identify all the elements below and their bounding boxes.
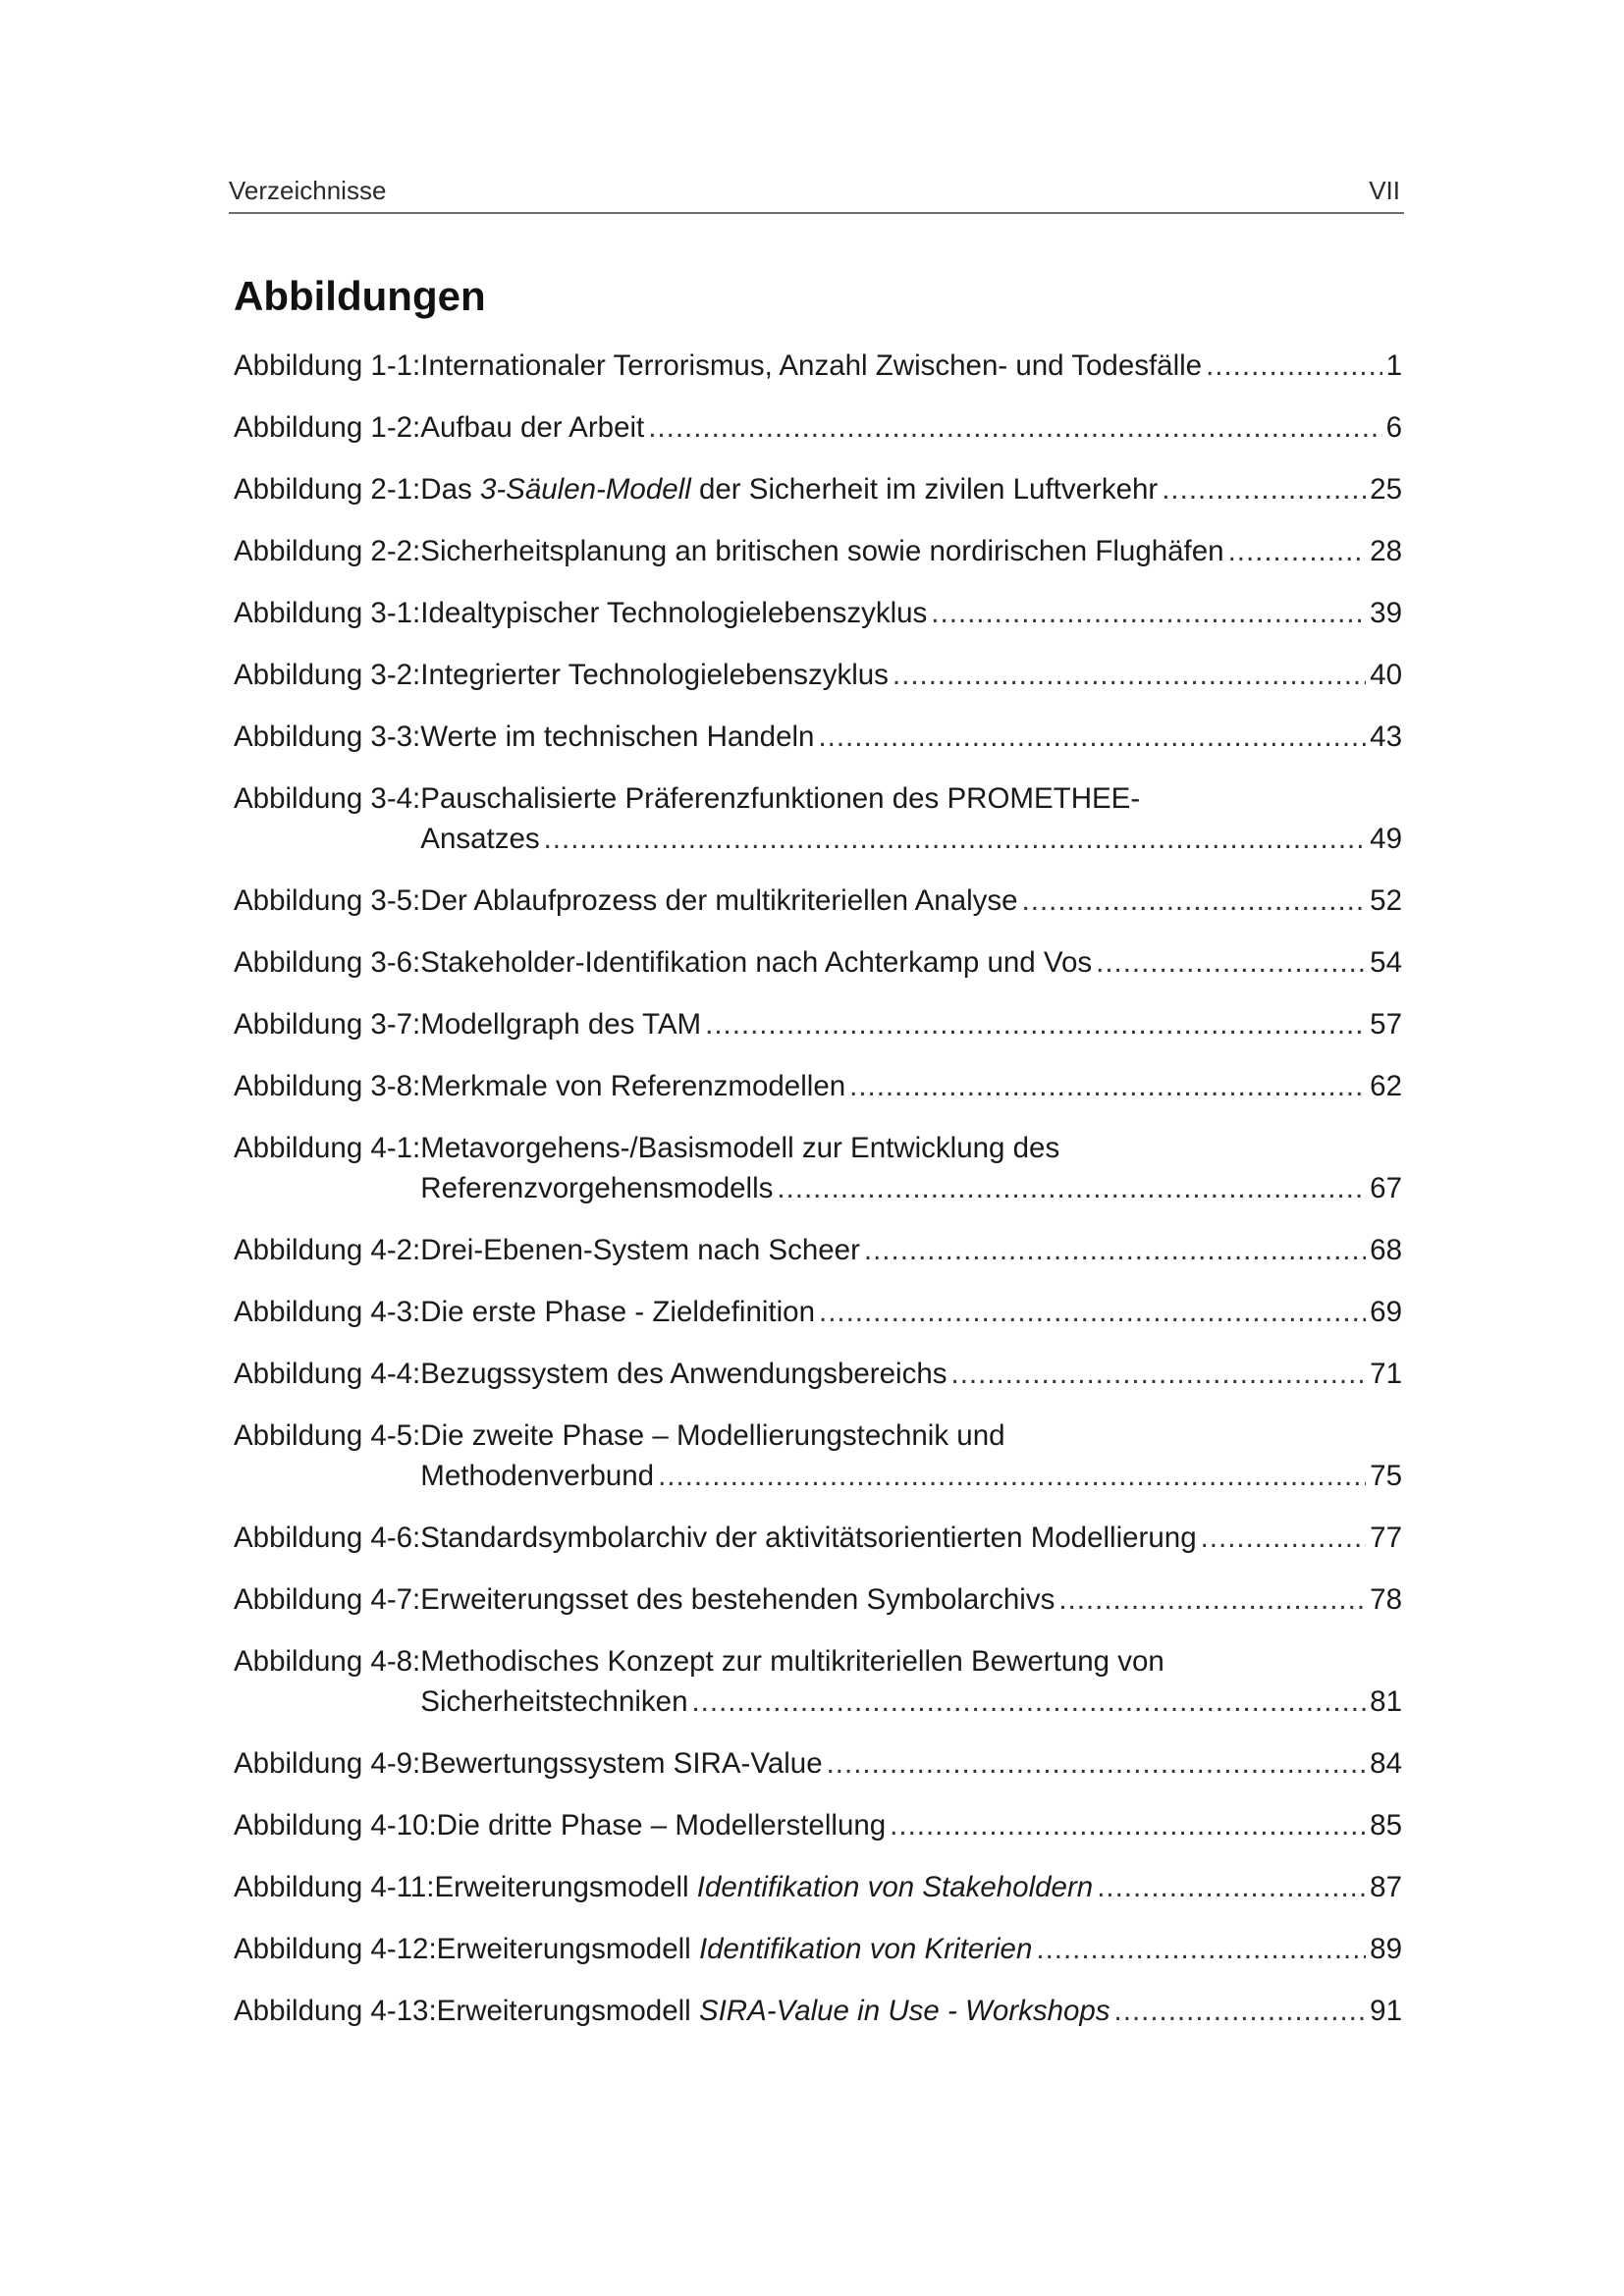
page-number: 87	[1370, 1871, 1402, 1903]
figure-entry-body	[420, 778, 1402, 859]
dot-leader	[951, 1354, 1367, 1394]
list-of-figures	[234, 346, 1402, 2053]
toc-entry[interactable]	[234, 1066, 1402, 1106]
page-number: 54	[1370, 946, 1402, 979]
dot-leader	[1058, 1579, 1366, 1620]
figure-title-segment: Aufbau der Arbeit	[420, 411, 645, 444]
figure-label: Abbildung 4-2:	[234, 1234, 421, 1266]
toc-entry[interactable]	[234, 531, 1402, 571]
toc-entry[interactable]	[234, 655, 1402, 695]
page-number: 81	[1370, 1685, 1402, 1718]
toc-entry[interactable]	[234, 778, 1402, 859]
page-number: 68	[1370, 1234, 1402, 1266]
figure-title	[420, 1518, 1196, 1558]
figure-label: Abbildung 3-3:	[234, 721, 421, 753]
page-number: 75	[1370, 1460, 1402, 1492]
figure-title	[437, 1929, 1033, 1969]
dot-leader	[827, 1743, 1367, 1784]
entry-line	[420, 346, 1402, 386]
figure-title-segment: Pauschalisierte Präferenzfunktionen des PROMETHEE-	[420, 782, 1141, 815]
page-number: 78	[1370, 1583, 1402, 1616]
toc-entry[interactable]	[234, 1230, 1402, 1270]
figure-label: Abbildung 4-3:	[234, 1296, 421, 1328]
entry-line	[420, 942, 1402, 983]
dot-leader	[691, 1682, 1366, 1722]
figure-title	[437, 1805, 887, 1845]
figure-title-segment: Ansatzes	[420, 823, 540, 855]
entry-line	[420, 1641, 1402, 1682]
figure-title	[420, 1682, 687, 1722]
entry-line	[420, 407, 1402, 448]
toc-entry[interactable]	[234, 1805, 1402, 1845]
figure-title-segment: Metavorgehens-/Basismodell zur Entwicklung des	[420, 1132, 1060, 1164]
figure-title	[420, 1456, 654, 1496]
figure-label: Abbildung 3-2:	[234, 659, 421, 691]
figure-entry-body	[420, 407, 1402, 448]
toc-entry[interactable]	[234, 1354, 1402, 1394]
figure-title-segment: Erweiterungsset des bestehenden Symbolarchivs	[420, 1583, 1056, 1616]
page-number: 28	[1370, 535, 1402, 567]
page-number: 69	[1370, 1296, 1402, 1328]
toc-entry[interactable]	[234, 1867, 1402, 1907]
figure-title-segment: Bezugssystem des Anwendungsbereichs	[420, 1358, 947, 1390]
header-page-number: VII	[1369, 176, 1400, 205]
dot-leader	[777, 1168, 1366, 1208]
figure-entry-body	[420, 469, 1402, 509]
figure-title-segment: Die zweite Phase – Modellierungstechnik und	[420, 1419, 1005, 1452]
page-number: 49	[1370, 823, 1402, 855]
figure-title-segment: Die dritte Phase – Modellerstellung	[436, 1809, 887, 1842]
figure-title-segment: Erweiterungsmodell	[434, 1871, 697, 1903]
dot-leader	[705, 1004, 1366, 1044]
figure-entry-body	[420, 655, 1402, 695]
entry-line	[420, 819, 1402, 859]
figure-title	[420, 1292, 815, 1332]
figure-entry-body	[420, 1354, 1402, 1394]
toc-entry[interactable]	[234, 717, 1402, 757]
dot-leader	[1206, 346, 1381, 386]
figure-title-segment: Referenzvorgehensmodells	[420, 1172, 774, 1204]
figure-entry-body	[420, 1743, 1402, 1784]
figure-title-segment: Methodenverbund	[420, 1460, 655, 1492]
toc-entry[interactable]	[234, 593, 1402, 633]
figure-title	[420, 1579, 1055, 1620]
figure-label: Abbildung 3-6:	[234, 946, 421, 979]
figure-label: Abbildung 3-5:	[234, 884, 421, 917]
figure-title	[420, 819, 539, 859]
entry-line	[420, 593, 1402, 633]
figure-entry-body	[420, 1518, 1402, 1558]
figure-title	[420, 1128, 1059, 1168]
figure-label: Abbildung 4-4:	[234, 1358, 421, 1390]
page-number: 77	[1370, 1522, 1402, 1554]
dot-leader	[819, 1292, 1366, 1332]
entry-line	[420, 655, 1402, 695]
entry-line	[437, 1805, 1402, 1845]
entry-line	[420, 778, 1402, 819]
page-number: 71	[1370, 1358, 1402, 1390]
figure-title	[420, 1066, 845, 1106]
figure-title	[420, 1168, 773, 1208]
figure-entry-body	[437, 1805, 1402, 1845]
toc-entry[interactable]	[234, 1518, 1402, 1558]
toc-entry[interactable]	[234, 1004, 1402, 1044]
figure-title-segment: Bewertungssystem SIRA-Value	[420, 1747, 823, 1780]
toc-entry[interactable]	[234, 469, 1402, 509]
figure-title	[420, 531, 1223, 571]
page-number: 40	[1370, 659, 1402, 691]
figure-label: Abbildung 3-7:	[234, 1008, 421, 1041]
dot-leader	[1228, 531, 1367, 571]
entry-line	[420, 1518, 1402, 1558]
entry-line	[420, 469, 1402, 509]
figure-title-segment: Erweiterungsmodell	[436, 1933, 699, 1965]
entry-line	[420, 1415, 1402, 1456]
figure-title-segment: Internationaler Terrorismus, Anzahl Zwischen- und Todesfälle	[420, 349, 1203, 382]
figure-label: Abbildung 1-1:	[234, 349, 421, 382]
figure-entry-body	[420, 593, 1402, 633]
toc-entry[interactable]	[234, 407, 1402, 448]
page-number: 1	[1385, 349, 1402, 382]
dot-leader	[849, 1066, 1366, 1106]
entry-line	[420, 1292, 1402, 1332]
page-number: 85	[1370, 1809, 1402, 1842]
figure-label: Abbildung 4-8:	[234, 1645, 421, 1678]
figure-label: Abbildung 2-2:	[234, 535, 421, 567]
figure-title	[420, 1004, 701, 1044]
figure-entry-body	[420, 1230, 1402, 1270]
figure-title	[420, 469, 1158, 509]
dot-leader	[1097, 1867, 1366, 1907]
figure-title	[420, 1743, 822, 1784]
figure-title	[420, 717, 814, 757]
figure-entry-body	[420, 942, 1402, 983]
figure-entry-body	[420, 346, 1402, 386]
figure-title	[420, 1641, 1164, 1682]
entry-line	[420, 1230, 1402, 1270]
figure-entry-body	[420, 1066, 1402, 1106]
page-number: 84	[1370, 1747, 1402, 1780]
figure-title-segment: Merkmale von Referenzmodellen	[420, 1070, 846, 1102]
toc-entry[interactable]	[234, 1991, 1402, 2031]
dot-leader	[1201, 1518, 1367, 1558]
figure-title	[420, 1354, 947, 1394]
toc-entry[interactable]	[234, 1415, 1402, 1496]
figure-entry-body	[420, 1004, 1402, 1044]
entry-line	[420, 717, 1402, 757]
figure-title	[420, 942, 1092, 983]
figure-title	[420, 655, 889, 695]
dot-leader	[864, 1230, 1366, 1270]
figure-title-italic-segment: Identifikation von Stakeholdern	[696, 1871, 1094, 1903]
entry-line	[420, 1743, 1402, 1784]
figure-title	[420, 593, 927, 633]
figure-entry-body	[437, 1929, 1402, 1969]
dot-leader	[890, 1805, 1366, 1845]
page-number: 57	[1370, 1008, 1402, 1041]
figure-label: Abbildung 3-8:	[234, 1070, 421, 1102]
entry-line	[420, 1066, 1402, 1106]
figure-entry-body	[420, 1128, 1402, 1208]
figure-title-segment: Modellgraph des TAM	[420, 1008, 702, 1041]
figure-title-segment: Methodisches Konzept zur multikriteriellen Bewertung von	[420, 1645, 1164, 1678]
figure-title-segment: Stakeholder-Identifikation nach Achterkamp und Vos	[420, 946, 1093, 979]
dot-leader	[1022, 881, 1367, 921]
page-number: 39	[1370, 597, 1402, 629]
figure-title-segment: Idealtypischer Technologielebenszyklus	[420, 597, 928, 629]
dot-leader	[658, 1456, 1366, 1496]
figure-title	[437, 1991, 1110, 2031]
figure-label: Abbildung 4-7:	[234, 1583, 421, 1616]
figure-label: Abbildung 2-1:	[234, 473, 421, 506]
figure-entry-body	[437, 1991, 1402, 2031]
dot-leader	[931, 593, 1366, 633]
figure-label: Abbildung 4-6:	[234, 1522, 421, 1554]
figure-title	[420, 1415, 1004, 1456]
entry-line	[420, 531, 1402, 571]
dot-leader	[648, 407, 1381, 448]
figure-title-segment: Der Ablaufprozess der multikriteriellen Analyse	[420, 884, 1018, 917]
dot-leader	[1162, 469, 1366, 509]
figure-title-segment: Sicherheitsplanung an britischen sowie nordirischen Flughäfen	[420, 535, 1224, 567]
figure-entry-body	[420, 531, 1402, 571]
entry-line	[437, 1991, 1402, 2031]
figure-title-segment: Standardsymbolarchiv der aktivitätsorientierten Modellierung	[420, 1522, 1197, 1554]
toc-entry[interactable]	[234, 942, 1402, 983]
figure-title-segment: der Sicherheit im zivilen Luftverkehr	[690, 473, 1159, 506]
figure-title-segment: Erweiterungsmodell	[436, 1995, 699, 2027]
page-number: 43	[1370, 721, 1402, 753]
figure-title	[420, 778, 1140, 819]
toc-entry[interactable]	[234, 1292, 1402, 1332]
figure-entry-body	[420, 881, 1402, 921]
figure-entry-body	[420, 1292, 1402, 1332]
figure-entry-body	[434, 1867, 1402, 1907]
entry-line	[420, 881, 1402, 921]
toc-entry[interactable]	[234, 1579, 1402, 1620]
figure-entry-body	[420, 1579, 1402, 1620]
figure-title-segment: Das	[420, 473, 480, 506]
figure-label: Abbildung 4-13:	[234, 1995, 437, 2027]
figure-label: Abbildung 4-10:	[234, 1809, 437, 1842]
figure-entry-body	[420, 1415, 1402, 1496]
toc-entry[interactable]	[234, 881, 1402, 921]
entry-line	[420, 1168, 1402, 1208]
figure-title	[420, 881, 1017, 921]
figure-title	[420, 407, 644, 448]
figure-title-italic-segment: 3-Säulen-Modell	[479, 473, 691, 506]
entry-line	[420, 1128, 1402, 1168]
section-title: Abbildungen	[234, 273, 486, 319]
toc-entry[interactable]	[234, 346, 1402, 386]
dot-leader	[1114, 1991, 1367, 2031]
figure-label: Abbildung 3-4:	[234, 782, 421, 815]
figure-label: Abbildung 3-1:	[234, 597, 421, 629]
figure-entry-body	[420, 717, 1402, 757]
figure-label: Abbildung 1-2:	[234, 411, 421, 444]
toc-entry[interactable]	[234, 1929, 1402, 1969]
figure-entry-body	[420, 1641, 1402, 1722]
header-section-name: Verzeichnisse	[229, 176, 387, 205]
toc-entry[interactable]	[234, 1641, 1402, 1722]
page-number: 52	[1370, 884, 1402, 917]
entry-line	[420, 1004, 1402, 1044]
page-number: 62	[1370, 1070, 1402, 1102]
running-header	[229, 175, 1404, 214]
figure-title-segment: Werte im technischen Handeln	[420, 721, 815, 753]
figure-title-segment: Drei-Ebenen-System nach Scheer	[420, 1234, 860, 1266]
figure-title	[420, 1230, 860, 1270]
entry-line	[420, 1354, 1402, 1394]
figure-title-italic-segment: Identifikation von Kriterien	[698, 1933, 1033, 1965]
page-number: 91	[1370, 1995, 1402, 2027]
figure-label: Abbildung 4-12:	[234, 1933, 437, 1965]
dot-leader	[1096, 942, 1366, 983]
toc-entry[interactable]	[234, 1128, 1402, 1208]
figure-title	[420, 346, 1202, 386]
dot-leader	[1036, 1929, 1366, 1969]
figure-title-segment: Integrierter Technologielebenszyklus	[420, 659, 889, 691]
figure-label: Abbildung 4-5:	[234, 1419, 421, 1452]
entry-line	[420, 1579, 1402, 1620]
figure-label: Abbildung 4-9:	[234, 1747, 421, 1780]
entry-line	[420, 1682, 1402, 1722]
figure-title	[434, 1867, 1093, 1907]
dot-leader	[818, 717, 1366, 757]
dot-leader	[544, 819, 1367, 859]
page-number: 89	[1370, 1933, 1402, 1965]
page-number: 6	[1385, 411, 1402, 444]
entry-line	[434, 1867, 1402, 1907]
page-number: 67	[1370, 1172, 1402, 1204]
entry-line	[420, 1456, 1402, 1496]
figure-label: Abbildung 4-1:	[234, 1132, 421, 1164]
toc-entry[interactable]	[234, 1743, 1402, 1784]
entry-line	[437, 1929, 1402, 1969]
figure-label: Abbildung 4-11:	[234, 1871, 435, 1903]
dot-leader	[893, 655, 1366, 695]
figure-title-italic-segment: SIRA-Value in Use - Workshops	[698, 1995, 1110, 2027]
figure-title-segment: Sicherheitstechniken	[420, 1685, 688, 1718]
page-number: 25	[1370, 473, 1402, 506]
figure-title-segment: Die erste Phase - Zieldefinition	[420, 1296, 815, 1328]
